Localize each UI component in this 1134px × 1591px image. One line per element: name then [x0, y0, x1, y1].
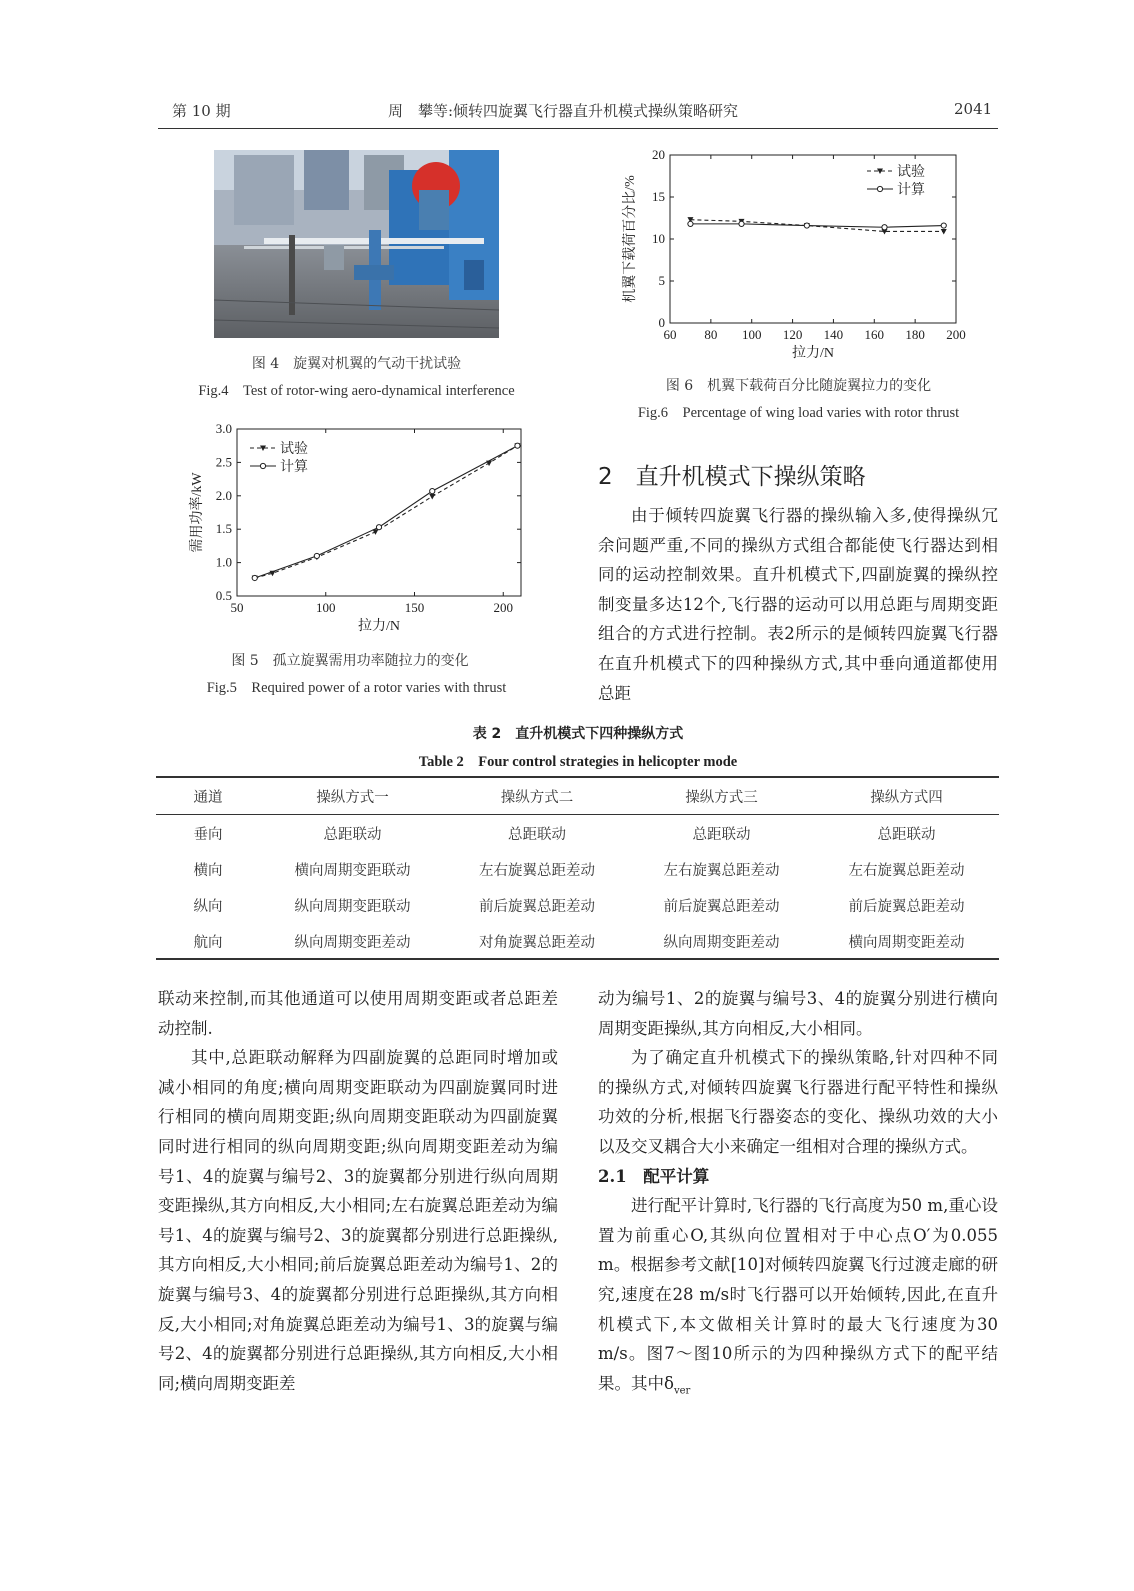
- fig5-chart: [180, 415, 540, 640]
- fig6-caption-cn: 图 6 机翼下载荷百分比随旋翼拉力的变化: [665, 378, 932, 394]
- calc-point-marker: [941, 223, 946, 228]
- table-header-cell: 操纵方式四: [814, 778, 999, 815]
- y-axis-label: 需用功率/kW: [190, 472, 205, 553]
- calc-point-marker: [430, 489, 435, 494]
- table-cell: 纵向周期变距差动: [294, 934, 411, 951]
- rotor-wing-test-photo: [214, 150, 499, 338]
- x-tick-label: 100: [741, 327, 762, 342]
- right-paragraph-2: 为了确定直升机模式下的操纵策略,针对四种不同的操纵方式,对倾转四旋翼飞行器进行配平特性和操纵功效的分析,根据飞行器姿态的变化、操纵功效的大小以及交叉耦合大小来确定一组相对合理的操纵方式。: [598, 1048, 998, 1156]
- x-tick-label: 60: [663, 327, 677, 342]
- table-cell: 纵向周期变距差动: [663, 934, 780, 951]
- table-cell: 总距联动: [692, 826, 751, 843]
- calc-point-marker: [739, 221, 744, 226]
- y-tick-label: 5: [658, 273, 665, 288]
- table-header-cell: 操纵方式二: [445, 778, 629, 815]
- delta-subscript: ver: [673, 1385, 691, 1397]
- table-cell: 左右旋翼总距差动: [848, 862, 965, 879]
- left-paragraph-1: 联动来控制,而其他通道可以使用周期变距或者总距差动控制.: [158, 989, 558, 1038]
- fig5-caption-cn: 图 5 孤立旋翼需用功率随拉力的变化: [231, 653, 469, 669]
- calc-point-marker: [252, 575, 257, 580]
- table2: [156, 778, 999, 959]
- table-cell: 横向: [193, 862, 223, 879]
- table-header-cell: 通道: [156, 778, 260, 815]
- table-cell: 前后旋翼总距差动: [479, 898, 595, 915]
- test-point-marker: [429, 494, 435, 500]
- plot-frame: [670, 155, 956, 323]
- calc-point-marker: [882, 225, 887, 230]
- y-tick-label: 0.5: [215, 588, 232, 603]
- x-tick-label: 80: [704, 327, 718, 342]
- table-cell: 横向周期变距差动: [848, 934, 965, 951]
- y-tick-label: 10: [652, 231, 665, 246]
- running-title: 周 攀等:倾转四旋翼飞行器直升机模式操纵策略研究: [388, 102, 739, 120]
- y-tick-label: 2.5: [215, 454, 232, 470]
- calc-point-marker: [515, 443, 520, 448]
- left-column-text: [158, 984, 558, 1398]
- x-axis-label: 拉力/N: [358, 619, 400, 634]
- section-2-title: 2 直升机模式下操纵策略: [598, 464, 866, 490]
- table-cell: 对角旋翼总距差动: [479, 934, 595, 951]
- table-cell: 左右旋翼总距差动: [479, 862, 595, 879]
- table-row: [156, 851, 999, 887]
- table-row: [156, 923, 999, 959]
- fig6-chart: [612, 140, 982, 365]
- calc-point-marker: [804, 223, 809, 228]
- table-cell: 总距联动: [877, 826, 936, 843]
- subsection-2-1-title: 2.1 配平计算: [598, 1166, 710, 1186]
- table-cell: 纵向周期变距联动: [294, 898, 411, 915]
- table-row: [156, 815, 999, 852]
- y-tick-label: 20: [652, 147, 665, 162]
- page-number: 2041: [954, 100, 993, 118]
- y-tick-label: 0: [658, 315, 665, 330]
- section-2-text: 由于倾转四旋翼飞行器的操纵输入多,使得操纵冗余问题严重,不同的操纵方式组合都能使飞行器达到相同的运动控制效果。直升机模式下,四副旋翼的操纵控制变量多达12个,飞行器的运动可以用总距与周期变距组合的方式进行控制。表2所示的是倾转四旋翼飞行器在直升机模式下的四种操纵方式,其中垂向通道都使用总距: [598, 506, 998, 703]
- fig6-caption-en: Fig.6 Percentage of wing load varies with rotor thrust: [637, 405, 960, 421]
- legend-label: 试验: [897, 165, 925, 180]
- legend-label: 计算: [280, 460, 308, 475]
- fig4-caption-en: Fig.4 Test of rotor-wing aero-dynamical interference: [198, 383, 515, 399]
- section-2-paragraph: [598, 501, 998, 708]
- x-axis-label: 拉力/N: [792, 346, 834, 361]
- table-cell: 航向: [193, 934, 223, 951]
- x-tick-label: 100: [316, 600, 336, 615]
- table-cell: 垂向: [193, 826, 223, 843]
- x-tick-label: 200: [493, 600, 513, 615]
- y-tick-label: 15: [652, 189, 665, 204]
- x-tick-label: 200: [946, 327, 966, 342]
- table-cell: 前后旋翼总距差动: [848, 898, 965, 915]
- fig5-caption-en: Fig.5 Required power of a rotor varies with thrust: [206, 680, 507, 696]
- table2-title-cn: 表 2 直升机模式下四种操纵方式: [472, 726, 684, 742]
- table-cell: 横向周期变距联动: [294, 862, 411, 879]
- left-paragraph-2: 其中,总距联动解释为四副旋翼的总距同时增加或减小相同的角度;横向周期变距联动为四副旋翼同时进行相同的横向周期变距;纵向周期变距联动为四副旋翼同时进行相同的纵向周期变距;纵向周期变距差动为编号1、4的旋翼与编号2、3的旋翼都分别进行纵向周期变距操纵,其方向相反,大小相同;左右旋翼总距差动为编号1、4的旋翼与编号2、3的旋翼都分别进行总距操纵,其方向相反,大小相同;前后旋翼总距差动为编号1、2的旋翼与编号3、4的旋翼都分别进行总距操纵,其方向相反,大小相同;对角旋翼总距差动为编号1、3的旋翼与编号2、4的旋翼都分别进行总距操纵,其方向相反,大小相同;横向周期变距差: [158, 1048, 558, 1393]
- x-tick-label: 180: [905, 327, 925, 342]
- x-tick-label: 120: [782, 327, 803, 342]
- header-rule: [158, 128, 998, 129]
- right-paragraph-1: 动为编号1、2的旋翼与编号3、4的旋翼分别进行横向周期变距操纵,其方向相反,大小相同。: [598, 989, 998, 1038]
- table-header-row: [156, 778, 999, 815]
- table-row: [156, 887, 999, 923]
- table-cell: 纵向: [193, 898, 223, 915]
- journal-issue: 第 10 期: [172, 102, 231, 120]
- table-cell: 左右旋翼总距差动: [663, 862, 780, 879]
- right-column-text: [598, 984, 998, 1406]
- right-paragraph-3: [598, 1191, 998, 1405]
- y-tick-label: 1.0: [215, 554, 232, 570]
- calc-point-marker: [688, 221, 693, 226]
- x-tick-label: 160: [864, 327, 885, 342]
- y-tick-label: 3.0: [215, 421, 232, 436]
- x-tick-label: 140: [823, 327, 844, 342]
- calc-point-marker: [376, 525, 381, 530]
- table2-title-en: Table 2 Four control strategies in helicopter mode: [418, 754, 738, 770]
- table-header-cell: 操纵方式一: [260, 778, 445, 815]
- legend-marker: [260, 463, 265, 468]
- table-header-cell: 操纵方式三: [629, 778, 814, 815]
- table-bottom-rule: [156, 958, 999, 960]
- test-point-marker: [941, 229, 947, 235]
- y-tick-label: 1.5: [215, 521, 232, 537]
- y-tick-label: 2.0: [215, 487, 232, 503]
- x-tick-label: 50: [230, 600, 244, 615]
- table-cell: 总距联动: [323, 826, 382, 843]
- table-cell: 前后旋翼总距差动: [663, 898, 780, 915]
- y-axis-label: 机翼下载荷百分比/%: [623, 175, 638, 303]
- legend-marker: [877, 186, 882, 191]
- table-cell: 总距联动: [508, 826, 566, 843]
- fig4-caption-cn: 图 4 旋翼对机翼的气动干扰试验: [251, 356, 462, 372]
- right-paragraph-3-text: 进行配平计算时,飞行器的飞行高度为50 m,重心设置为前重心O,其纵向位置相对于中心点O′为0.055 m。根据参考文献[10]对倾转四旋翼飞行过渡走廊的研究,速度在28 m/s时飞行器可以开始倾转,因此,在直升机模式下,本文做相关计算时的最大飞行速度为30 m/s。图7～图10所示的为四种操纵方式下的配平结果。其中δ: [598, 1196, 998, 1393]
- calc-point-marker: [314, 553, 319, 558]
- x-tick-label: 150: [404, 600, 425, 615]
- legend-label: 试验: [280, 442, 308, 457]
- legend-label: 计算: [897, 183, 925, 198]
